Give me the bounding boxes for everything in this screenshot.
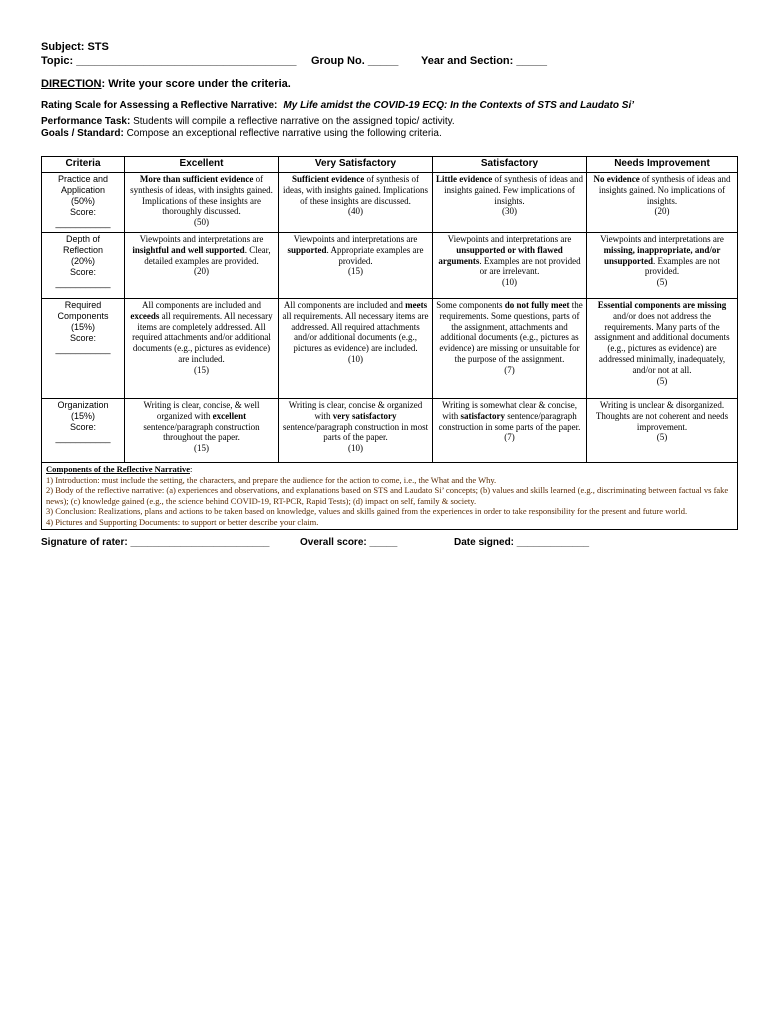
descriptor-points: (40) bbox=[348, 206, 363, 217]
criteria-cell bbox=[42, 233, 125, 299]
criteria-cell bbox=[42, 299, 125, 399]
descriptor-emphasis: very satisfactory bbox=[332, 410, 397, 421]
topic-row bbox=[41, 54, 737, 68]
descriptor-cell-excellent bbox=[125, 233, 279, 299]
date-signed: Date signed: _____________ bbox=[454, 537, 590, 548]
descriptor-cell-excellent bbox=[125, 399, 279, 463]
descriptor-emphasis: No evidence bbox=[593, 174, 640, 184]
descriptor-emphasis: Sufficient evidence bbox=[292, 174, 365, 184]
criteria-label: Depth of bbox=[65, 234, 101, 244]
descriptor-points: (7) bbox=[504, 364, 515, 375]
descriptor-text: All components are included and bbox=[283, 300, 406, 310]
descriptor-text: and/or does not address the requirements. Many parts of the assignment and additional documents (e.g., pictures as evidence) are addressed minimally, inadequately, and/or not at all. bbox=[594, 310, 730, 375]
descriptor-text: of synthesis of ideas, with insights gained. Implications of these insights are discussed. bbox=[283, 174, 428, 206]
descriptor-points: (10) bbox=[348, 443, 363, 454]
rubric-table bbox=[41, 156, 738, 530]
rubric-row bbox=[42, 173, 738, 233]
descriptor-text: . Clear, detailed examples are provided. bbox=[144, 244, 271, 266]
criteria-label: Practice and bbox=[57, 174, 109, 184]
components-row bbox=[42, 463, 738, 530]
descriptor-emphasis: excellent bbox=[212, 410, 247, 421]
descriptor-text: Writing is clear, concise, & well organized with bbox=[143, 400, 260, 421]
criteria-label: Organization bbox=[57, 400, 109, 410]
descriptor-points: (15) bbox=[194, 443, 209, 454]
descriptor-text: . Appropriate examples are provided. bbox=[326, 244, 424, 266]
rubric-row bbox=[42, 299, 738, 399]
criteria-label: (20%) bbox=[70, 256, 95, 266]
criteria-label: Score: bbox=[69, 333, 96, 343]
rubric-row bbox=[42, 233, 738, 299]
component-item-4: 4) Pictures and Supporting Documents: to support or better describe your claim. bbox=[46, 516, 319, 527]
topic-line: Topic: ____________________________________ bbox=[41, 55, 297, 67]
goals-label: Goals / Standard: bbox=[41, 128, 124, 139]
descriptor-text: Viewpoints and interpretations are bbox=[600, 234, 724, 244]
descriptor-points: (50) bbox=[194, 217, 209, 228]
descriptor-points: (10) bbox=[502, 277, 517, 288]
column-header-very-satisfactory: Very Satisfactory bbox=[279, 157, 433, 173]
performance-text: Students will compile a reflective narrative on the assigned topic/ activity. bbox=[130, 116, 455, 127]
subject-line: Subject: STS bbox=[41, 41, 109, 53]
rating-title: My Life amidst the COVID-19 ECQ: In the Contexts of STS and Laudato Si’ bbox=[283, 100, 634, 111]
descriptor-cell-very-satisfactory bbox=[279, 299, 433, 399]
descriptor-emphasis: exceeds bbox=[130, 310, 160, 321]
criteria-label: Score: bbox=[69, 422, 96, 432]
descriptor-text: sentence/paragraph construction in some parts of the paper. bbox=[438, 410, 581, 432]
descriptor-cell-satisfactory bbox=[433, 299, 587, 399]
descriptor-points: (20) bbox=[194, 266, 209, 277]
direction bbox=[41, 77, 737, 91]
overall-score: Overall score: _____ bbox=[300, 537, 398, 548]
descriptor-cell-excellent bbox=[125, 299, 279, 399]
criteria-cell bbox=[42, 399, 125, 463]
components-cell: Components of the Reflective Narrative: 1) Introduction: must include the setting, the characters, and prepare the audience for the action to come, i.e., the What and the Why. 2) Body of the reflective narrative: (a) experiences and observations, and explanations based on STS and Laudato Si’ concepts; (b) values and skills learned (e.g., discriminating between factual vs fake news); (c) knowledge gained (e.g., the science behind COVID-19, RT-PCR, Rapid Tests); (d) impact on self, family & society. 3) Conclusion: Realizations, plans and actions to be taken based on knowledge, values and skills gained from the experiences in order to take responsibility for the present and future world. 4) Pictures and Supporting Documents: to support or better describe your claim. bbox=[42, 463, 738, 530]
descriptor-text: Viewpoints and interpretations are bbox=[139, 234, 264, 244]
component-item-3: 3) Conclusion: Realizations, plans and actions to be taken based on knowledge, values and skills gained from the experiences in order to take responsibility for the present and future world. bbox=[46, 506, 688, 517]
goals-standard bbox=[41, 128, 737, 140]
goals-text: Compose an exceptional reflective narrative using the following criteria. bbox=[123, 128, 442, 139]
descriptor-text: . Examples are not provided. bbox=[644, 255, 720, 277]
descriptor-cell-very-satisfactory bbox=[279, 173, 433, 233]
descriptor-emphasis: satisfactory bbox=[460, 410, 506, 421]
rubric-row bbox=[42, 399, 738, 463]
column-header-satisfactory: Satisfactory bbox=[433, 157, 587, 173]
criteria-label: ___________ bbox=[55, 433, 111, 443]
rubric-header-row bbox=[42, 157, 738, 173]
descriptor-points: (5) bbox=[656, 432, 668, 443]
descriptor-points: (15) bbox=[348, 266, 363, 277]
rater-footer bbox=[41, 537, 737, 581]
descriptor-emphasis: More than sufficient evidence bbox=[139, 174, 254, 184]
descriptor-text: of synthesis of ideas and insights gained. Few implications of insights. bbox=[444, 174, 583, 206]
component-item-1: 1) Introduction: must include the setting, the characters, and prepare the audience for the action to come, i.e., the What and the Why. bbox=[46, 474, 497, 485]
group-line: Group No. _____ bbox=[311, 55, 399, 67]
criteria-label: ___________ bbox=[55, 344, 111, 354]
descriptor-text: sentence/paragraph construction in most parts of the paper. bbox=[282, 421, 429, 443]
descriptor-text: Writing is unclear & disorganized. Thoughts are not coherent and needs improvement. bbox=[595, 400, 729, 432]
signature-of-rater: Signature of rater: _________________________ bbox=[41, 537, 270, 548]
criteria-label: Reflection bbox=[62, 245, 104, 255]
descriptor-text: . Examples are not provided or are irrelevant. bbox=[479, 255, 581, 277]
descriptor-cell-needs-improvement bbox=[587, 399, 738, 463]
descriptor-text: of synthesis of ideas, with insights gained. Implications of these insights are thoroughly discussed. bbox=[130, 174, 273, 217]
descriptor-cell-satisfactory bbox=[433, 173, 587, 233]
descriptor-cell-very-satisfactory bbox=[279, 399, 433, 463]
descriptor-points: (15) bbox=[194, 364, 209, 375]
components-heading: Components of the Reflective Narrative bbox=[46, 464, 190, 474]
criteria-label: Required bbox=[64, 300, 102, 310]
column-header-criteria: Criteria bbox=[42, 157, 125, 173]
criteria-label: Score: bbox=[69, 207, 96, 217]
descriptor-cell-very-satisfactory bbox=[279, 233, 433, 299]
criteria-label: Application bbox=[60, 185, 106, 195]
descriptor-points: (5) bbox=[656, 375, 668, 386]
descriptor-text: Writing is clear, concise & organized with bbox=[288, 400, 423, 421]
document-header bbox=[41, 40, 737, 140]
descriptor-cell-satisfactory bbox=[433, 399, 587, 463]
descriptor-points: (30) bbox=[502, 206, 517, 217]
criteria-label: Score: bbox=[69, 267, 96, 277]
descriptor-cell-needs-improvement bbox=[587, 173, 738, 233]
descriptor-points: (10) bbox=[348, 353, 363, 364]
descriptor-points: (7) bbox=[504, 432, 515, 443]
direction-text: : Write your score under the criteria. bbox=[101, 78, 291, 90]
descriptor-emphasis: do not fully meet bbox=[504, 300, 570, 310]
descriptor-text: all requirements. All necessary items are addressed. All required attachments and/or additional documents (e.g., pictures as evidence) are included. bbox=[282, 310, 429, 354]
criteria-cell bbox=[42, 173, 125, 233]
criteria-label: (15%) bbox=[70, 322, 95, 332]
criteria-label: Components bbox=[57, 311, 109, 321]
descriptor-text: sentence/paragraph construction throughout the paper. bbox=[143, 421, 260, 443]
criteria-label: ___________ bbox=[55, 218, 111, 228]
performance-task bbox=[41, 116, 737, 128]
performance-label: Performance Task: bbox=[41, 116, 131, 127]
descriptor-emphasis: Little evidence bbox=[436, 174, 493, 184]
criteria-label: (15%) bbox=[70, 411, 95, 421]
descriptor-text: all requirements. All necessary items are completely addressed. All required attachments and/or additional documents (e.g., pictures as evidence) are included. bbox=[132, 310, 273, 364]
descriptor-emphasis: Essential components are missing bbox=[597, 300, 727, 310]
descriptor-emphasis: missing, inappropriate, and/or unsupported bbox=[603, 244, 721, 266]
descriptor-points: (5) bbox=[656, 277, 668, 288]
descriptor-text: the requirements. Some questions, parts of the assignment, attachments and additional documents (e.g., pictures as evidence) are missing or unsuitable for the purpose of the assignment. bbox=[439, 300, 583, 364]
descriptor-emphasis: supported bbox=[287, 244, 327, 255]
rating-scale bbox=[41, 100, 737, 111]
descriptor-text: of synthesis of ideas and insights gained. No implications of insights. bbox=[598, 174, 731, 206]
criteria-label: (50%) bbox=[70, 196, 95, 206]
direction-label: DIRECTION bbox=[41, 78, 102, 90]
year-section-line: Year and Section: _____ bbox=[421, 55, 547, 67]
descriptor-cell-needs-improvement bbox=[587, 299, 738, 399]
descriptor-text: Viewpoints and interpretations are bbox=[293, 234, 418, 244]
descriptor-cell-satisfactory bbox=[433, 233, 587, 299]
descriptor-text: Viewpoints and interpretations are bbox=[447, 234, 572, 244]
descriptor-text: Writing is somewhat clear & concise, with bbox=[441, 400, 578, 421]
component-item-2: 2) Body of the reflective narrative: (a) experiences and observations, and explanations based on STS and Laudato Si’ concepts; (b) values and skills learned (e.g., discriminating between factual vs fake news); (c) knowledge gained (e.g., the science behind COVID-19, RT-PCR, Rapid Tests); (d) impact on self, family & society. bbox=[46, 485, 729, 506]
descriptor-emphasis: meets bbox=[405, 300, 428, 310]
descriptor-points: (20) bbox=[654, 206, 670, 217]
descriptor-text: All components are included and bbox=[142, 300, 261, 310]
column-header-needs-improvement: Needs Improvement bbox=[587, 157, 738, 173]
descriptor-cell-needs-improvement bbox=[587, 233, 738, 299]
rating-label: Rating Scale for Assessing a Reflective Narrative: bbox=[41, 100, 278, 111]
descriptor-text: Some components bbox=[436, 300, 505, 310]
criteria-label: ___________ bbox=[55, 278, 111, 288]
column-header-excellent: Excellent bbox=[125, 157, 279, 173]
descriptor-emphasis: unsupported or with flawed arguments bbox=[438, 244, 563, 266]
descriptor-emphasis: insightful and well supported bbox=[132, 244, 245, 255]
descriptor-cell-excellent bbox=[125, 173, 279, 233]
